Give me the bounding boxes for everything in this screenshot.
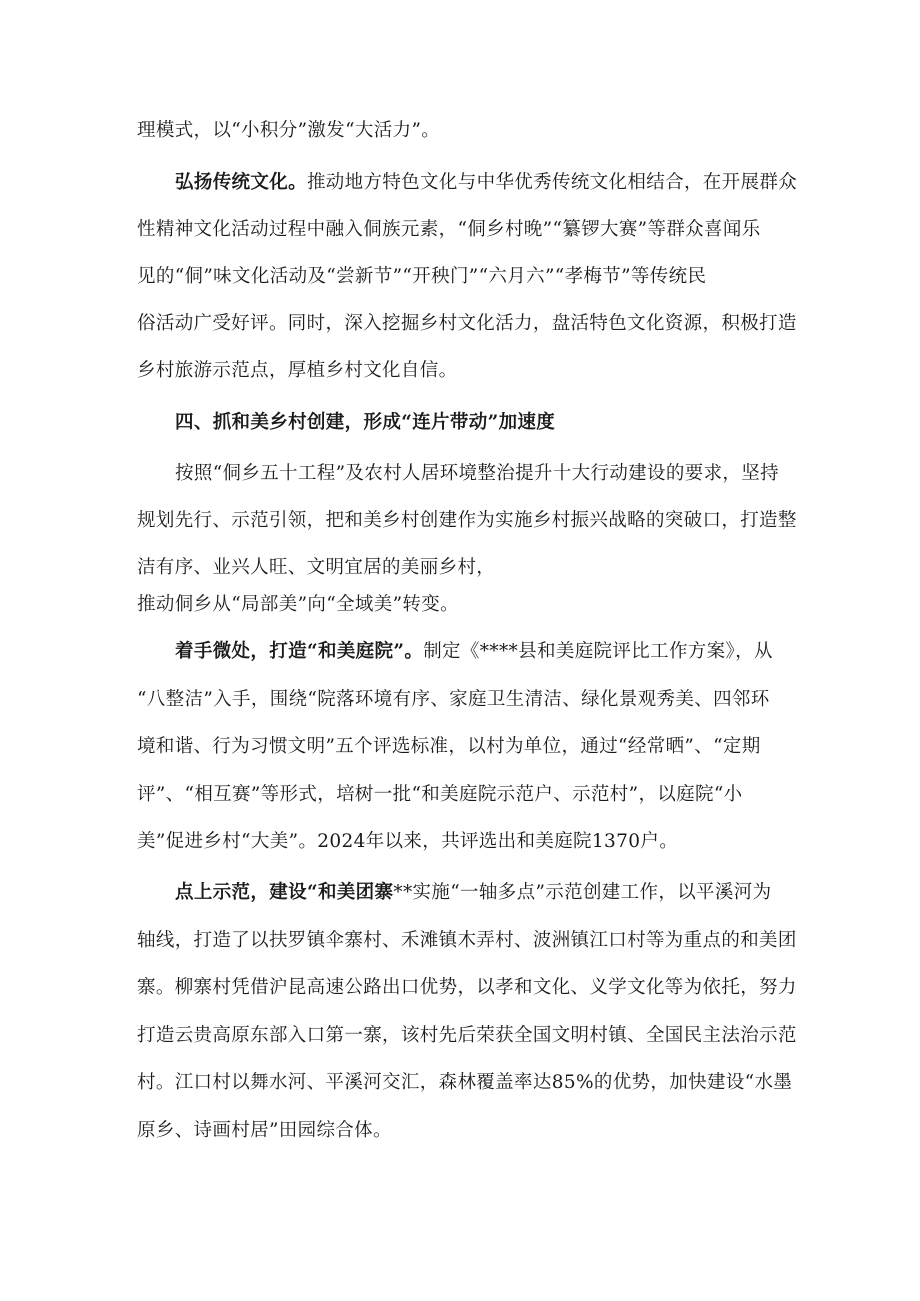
section-paragraph-line: 着手微处，打造“和美庭院”。制定《****县和美庭院评比工作方案》，从 — [175, 641, 773, 662]
paragraph-line: 性精神文化活动过程中融入侗族元素，“侗乡村晚”“纂锣大赛”等群众喜闻乐 — [137, 219, 761, 240]
section-heading: 着手微处，打造“和美庭院”。 — [175, 641, 424, 662]
paragraph-line: 洁有序、业兴人旺、文明宜居的美丽乡村， — [137, 557, 496, 578]
paragraph-line: 规划先行、示范引领，把和美乡村创建作为实施乡村振兴战略的突破口，打造整 — [137, 510, 797, 531]
section-paragraph-line: 点上示范，建设“和美团寨**实施“一轴多点”示范创建工作，以平溪河为 — [175, 882, 772, 903]
paragraph-line: 美”促进乡村“大美”。2024年以来，共评选出和美庭院1370户。 — [137, 831, 679, 852]
paragraph-line: “八整洁”入手，围绕“院落环境有序、家庭卫生清洁、绿化景观秀美、四邻环 — [137, 689, 770, 710]
paragraph-line: 原乡、诗画村居”田园综合体。 — [137, 1120, 392, 1141]
paragraph-line: 轴线，打造了以扶罗镇伞寨村、禾滩镇木弄村、波洲镇江口村等为重点的和美团 — [137, 930, 797, 951]
section-heading: 点上示范，建设“和美团寨 — [175, 882, 394, 903]
paragraph-line: 乡村旅游示范点，厚植乡村文化自信。 — [137, 360, 458, 381]
section-heading: 弘扬传统文化。 — [175, 172, 307, 193]
paragraph-line: 推动侗乡从“局部美”向“全域美”转变。 — [137, 594, 459, 615]
paragraph-line: 评”、“相互赛”等形式，培树一批“和美庭院示范户、示范村”，以庭院“小 — [137, 784, 743, 805]
chapter-heading: 四、抓和美乡村创建，形成“连片带动”加速度 — [175, 412, 556, 433]
section-paragraph-line: 弘扬传统文化。推动地方特色文化与中华优秀传统文化相结合，在开展群众 — [175, 172, 798, 193]
paragraph-line: 理模式，以“小积分”激发“大活力”。 — [137, 120, 441, 141]
paragraph-line: 按照“侗乡五十工程”及农村人居环境整治提升十大行动建设的要求，坚持 — [175, 463, 779, 484]
paragraph-line: 见的“侗”味文化活动及“尝新节”“开秧门”“六月六”“孝梅节”等传统民 — [137, 266, 707, 287]
paragraph-line: 俗活动广受好评。同时，深入挖掘乡村文化活力，盘活特色文化资源，积极打造 — [137, 313, 797, 334]
paragraph-line: 寨。柳寨村凭借沪昆高速公路出口优势，以孝和文化、义学文化等为依托，努力 — [137, 977, 797, 998]
paragraph-line: 境和谐、行为习惯文明”五个评选标准，以村为单位，通过“经常晒”、“定期 — [137, 736, 761, 757]
paragraph-line: 村。江口村以舞水河、平溪河交汇，森林覆盖率达85%的优势，加快建设“水墨 — [137, 1072, 793, 1093]
paragraph-line: 打造云贵高原东部入口第一寨，该村先后荣获全国文明村镇、全国民主法治示范 — [137, 1025, 797, 1046]
